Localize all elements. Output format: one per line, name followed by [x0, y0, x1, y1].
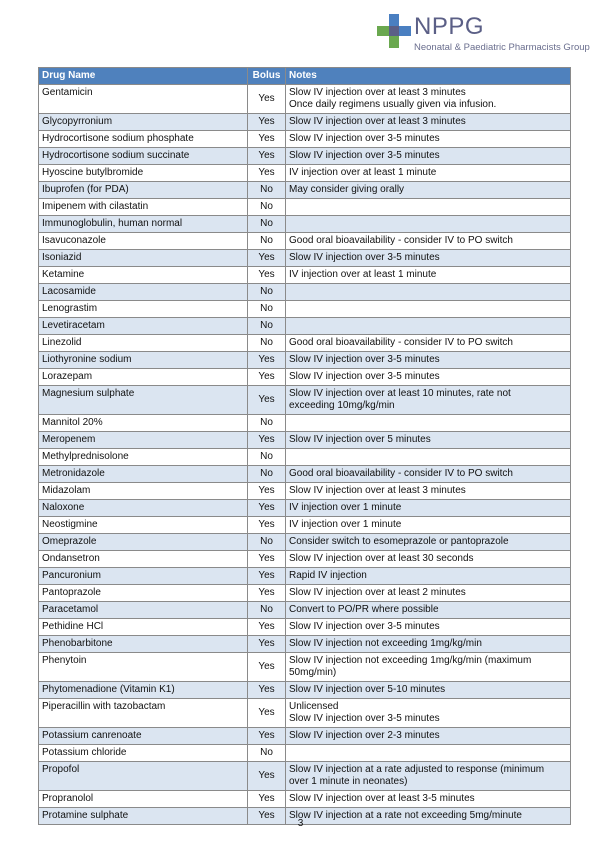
drug-name-cell: Metronidazole: [39, 466, 248, 483]
table-row: [39, 791, 571, 808]
notes-cell: [286, 517, 571, 534]
notes-cell: [286, 602, 571, 619]
table-row: [39, 682, 571, 699]
notes-cell: [286, 131, 571, 148]
table-row: [39, 699, 571, 728]
table-row: [39, 551, 571, 568]
drug-name-cell: Methylprednisolone: [39, 449, 248, 466]
table-row: [39, 415, 571, 432]
drug-name-cell: Ibuprofen (for PDA): [39, 182, 248, 199]
drug-name-cell: Protamine sulphate: [39, 808, 248, 825]
logo-name: NPPG: [414, 13, 485, 40]
drug-name-cell: Midazolam: [39, 483, 248, 500]
notes-cell: [286, 335, 571, 352]
drug-name-cell: Naloxone: [39, 500, 248, 517]
bolus-cell: Yes: [248, 728, 286, 745]
table-row: [39, 284, 571, 301]
drug-name-cell: Phenytoin: [39, 653, 248, 682]
note-line: over 1 minute in neonates): [289, 776, 408, 787]
note-line: Once daily regimens usually given via infusion.: [289, 99, 497, 110]
notes-cell: [286, 284, 571, 301]
notes-cell: [286, 653, 571, 682]
note-line: Good oral bioavailability - consider IV to PO switch: [289, 468, 513, 479]
table-row: [39, 216, 571, 233]
notes-cell: [286, 466, 571, 483]
table-row: [39, 165, 571, 182]
drug-name-cell: Imipenem with cilastatin: [39, 199, 248, 216]
bolus-cell: No: [248, 199, 286, 216]
bolus-cell: Yes: [248, 699, 286, 728]
bolus-cell: Yes: [248, 551, 286, 568]
table-row: [39, 762, 571, 791]
table-row: [39, 619, 571, 636]
note-line: IV injection over 1 minute: [289, 502, 402, 513]
bolus-cell: No: [248, 182, 286, 199]
drug-name-cell: Meropenem: [39, 432, 248, 449]
drug-name-cell: Liothyronine sodium: [39, 352, 248, 369]
notes-cell: [286, 791, 571, 808]
table-row: [39, 369, 571, 386]
drug-name-cell: Potassium canrenoate: [39, 728, 248, 745]
drug-name-cell: Pethidine HCl: [39, 619, 248, 636]
table-row: [39, 585, 571, 602]
note-line: Slow IV injection at a rate adjusted to response (minimum: [289, 764, 545, 775]
note-line: Convert to PO/PR where possible: [289, 604, 439, 615]
table-row: [39, 352, 571, 369]
drug-name-cell: Pantoprazole: [39, 585, 248, 602]
note-line: Rapid IV injection: [289, 570, 367, 581]
bolus-cell: No: [248, 449, 286, 466]
drug-name-cell: Pancuronium: [39, 568, 248, 585]
table-row: [39, 500, 571, 517]
nppg-cross-icon: [377, 14, 411, 50]
notes-cell: [286, 745, 571, 762]
notes-cell: [286, 369, 571, 386]
header-notes: Notes: [286, 68, 571, 85]
table-row: [39, 432, 571, 449]
bolus-cell: No: [248, 335, 286, 352]
drug-name-cell: Mannitol 20%: [39, 415, 248, 432]
drug-name-cell: Paracetamol: [39, 602, 248, 619]
logo-subtitle: Neonatal & Paediatric Pharmacists Group: [414, 42, 590, 53]
table-row: [39, 517, 571, 534]
note-line: Slow IV injection over 3-5 minutes: [289, 621, 440, 632]
table-body: [39, 85, 571, 825]
bolus-cell: Yes: [248, 352, 286, 369]
notes-cell: [286, 165, 571, 182]
bolus-cell: Yes: [248, 653, 286, 682]
table-row: [39, 745, 571, 762]
note-line: Slow IV injection over at least 3-5 minutes: [289, 793, 475, 804]
table-row: [39, 728, 571, 745]
bolus-cell: No: [248, 415, 286, 432]
table-row: [39, 318, 571, 335]
note-line: Slow IV injection at a rate not exceeding 5mg/minute: [289, 810, 522, 821]
notes-cell: [286, 386, 571, 415]
bolus-cell: Yes: [248, 808, 286, 825]
bolus-cell: Yes: [248, 250, 286, 267]
drug-name-cell: Lenograstim: [39, 301, 248, 318]
table-row: [39, 602, 571, 619]
note-line: May consider giving orally: [289, 184, 405, 195]
bolus-cell: Yes: [248, 85, 286, 114]
bolus-cell: No: [248, 534, 286, 551]
note-line: Slow IV injection over 3-5 minutes: [289, 371, 440, 382]
notes-cell: [286, 85, 571, 114]
note-line: Slow IV injection over 2-3 minutes: [289, 730, 440, 741]
bolus-cell: No: [248, 318, 286, 335]
note-line: Slow IV injection not exceeding 1mg/kg/min: [289, 638, 482, 649]
notes-cell: [286, 585, 571, 602]
bolus-cell: No: [248, 284, 286, 301]
bolus-cell: No: [248, 466, 286, 483]
notes-cell: [286, 500, 571, 517]
table-row: [39, 466, 571, 483]
bolus-cell: Yes: [248, 369, 286, 386]
notes-cell: [286, 216, 571, 233]
bolus-cell: Yes: [248, 500, 286, 517]
bolus-cell: Yes: [248, 682, 286, 699]
table-row: [39, 85, 571, 114]
table-row: [39, 199, 571, 216]
drug-name-cell: Gentamicin: [39, 85, 248, 114]
note-line: Slow IV injection over 5-10 minutes: [289, 684, 446, 695]
note-line: IV injection over 1 minute: [289, 519, 402, 530]
bolus-cell: Yes: [248, 619, 286, 636]
notes-cell: [286, 534, 571, 551]
drug-name-cell: Linezolid: [39, 335, 248, 352]
drug-name-cell: Immunoglobulin, human normal: [39, 216, 248, 233]
note-line: Slow IV injection over 3-5 minutes: [289, 252, 440, 263]
drug-name-cell: Neostigmine: [39, 517, 248, 534]
note-line: Slow IV injection over at least 3 minutes: [289, 87, 466, 98]
drug-name-cell: Levetiracetam: [39, 318, 248, 335]
table-row: [39, 148, 571, 165]
note-line: Slow IV injection not exceeding 1mg/kg/min (maximum: [289, 655, 532, 666]
notes-cell: [286, 432, 571, 449]
note-line: Slow IV injection over at least 2 minutes: [289, 587, 466, 598]
header-bolus: Bolus: [248, 68, 286, 85]
drug-name-cell: Propranolol: [39, 791, 248, 808]
table-row: [39, 114, 571, 131]
drug-table: [38, 67, 571, 825]
notes-cell: [286, 148, 571, 165]
note-line: Good oral bioavailability - consider IV to PO switch: [289, 337, 513, 348]
note-line: Slow IV injection over at least 30 seconds: [289, 553, 474, 564]
table-row: [39, 301, 571, 318]
notes-cell: [286, 762, 571, 791]
nppg-logo: [377, 11, 590, 59]
bolus-cell: Yes: [248, 483, 286, 500]
page-number: 3: [297, 818, 304, 829]
table-row: [39, 267, 571, 284]
bolus-cell: Yes: [248, 791, 286, 808]
notes-cell: [286, 682, 571, 699]
bolus-cell: No: [248, 602, 286, 619]
table-row: [39, 534, 571, 551]
notes-cell: [286, 250, 571, 267]
notes-cell: [286, 199, 571, 216]
bolus-cell: Yes: [248, 636, 286, 653]
note-line: Slow IV injection over 5 minutes: [289, 434, 431, 445]
table-row: [39, 386, 571, 415]
bolus-cell: Yes: [248, 148, 286, 165]
notes-cell: [286, 568, 571, 585]
notes-cell: [286, 636, 571, 653]
table-row: [39, 636, 571, 653]
note-line: Slow IV injection over 3-5 minutes: [289, 354, 440, 365]
note-line: Consider switch to esomeprazole or pantoprazole: [289, 536, 509, 547]
note-line: 50mg/min): [289, 667, 337, 678]
drug-name-cell: Potassium chloride: [39, 745, 248, 762]
bolus-cell: Yes: [248, 568, 286, 585]
drug-name-cell: Lacosamide: [39, 284, 248, 301]
notes-cell: [286, 699, 571, 728]
table-row: [39, 233, 571, 250]
bolus-cell: Yes: [248, 517, 286, 534]
bolus-cell: Yes: [248, 165, 286, 182]
drug-name-cell: Magnesium sulphate: [39, 386, 248, 415]
drug-name-cell: Ketamine: [39, 267, 248, 284]
bolus-cell: Yes: [248, 585, 286, 602]
notes-cell: [286, 449, 571, 466]
table-row: [39, 182, 571, 199]
drug-name-cell: Ondansetron: [39, 551, 248, 568]
table-header-row: [39, 68, 571, 85]
note-line: Slow IV injection over 3-5 minutes: [289, 133, 440, 144]
drug-name-cell: Hydrocortisone sodium succinate: [39, 148, 248, 165]
drug-name-cell: Piperacillin with tazobactam: [39, 699, 248, 728]
notes-cell: [286, 301, 571, 318]
bolus-cell: No: [248, 216, 286, 233]
drug-name-cell: Lorazepam: [39, 369, 248, 386]
drug-name-cell: Hyoscine butylbromide: [39, 165, 248, 182]
notes-cell: [286, 182, 571, 199]
note-line: Slow IV injection over at least 3 minutes: [289, 485, 466, 496]
note-line: IV injection over at least 1 minute: [289, 269, 437, 280]
notes-cell: [286, 318, 571, 335]
notes-cell: [286, 114, 571, 131]
note-line: Good oral bioavailability - consider IV to PO switch: [289, 235, 513, 246]
header-drug-name: Drug Name: [39, 68, 248, 85]
drug-name-cell: Isavuconazole: [39, 233, 248, 250]
note-line: Slow IV injection over at least 3 minutes: [289, 116, 466, 127]
note-line: exceeding 10mg/kg/min: [289, 400, 395, 411]
notes-cell: [286, 233, 571, 250]
note-line: Slow IV injection over 3-5 minutes: [289, 713, 440, 724]
notes-cell: [286, 415, 571, 432]
notes-cell: [286, 352, 571, 369]
table-row: [39, 568, 571, 585]
bolus-cell: No: [248, 301, 286, 318]
notes-cell: [286, 267, 571, 284]
table-row: [39, 653, 571, 682]
drug-name-cell: Omeprazole: [39, 534, 248, 551]
bolus-cell: Yes: [248, 267, 286, 284]
bolus-cell: No: [248, 745, 286, 762]
drug-name-cell: Phytomenadione (Vitamin K1): [39, 682, 248, 699]
drug-name-cell: Isoniazid: [39, 250, 248, 267]
bolus-cell: Yes: [248, 131, 286, 148]
notes-cell: [286, 619, 571, 636]
drug-name-cell: Propofol: [39, 762, 248, 791]
bolus-cell: No: [248, 233, 286, 250]
table-row: [39, 335, 571, 352]
table-row: [39, 250, 571, 267]
bolus-cell: Yes: [248, 432, 286, 449]
drug-name-cell: Phenobarbitone: [39, 636, 248, 653]
note-line: Unlicensed: [289, 701, 339, 712]
note-line: IV injection over at least 1 minute: [289, 167, 437, 178]
notes-cell: [286, 483, 571, 500]
note-line: Slow IV injection over at least 10 minutes, rate not: [289, 388, 511, 399]
bolus-cell: Yes: [248, 114, 286, 131]
table-row: [39, 483, 571, 500]
note-line: Slow IV injection over 3-5 minutes: [289, 150, 440, 161]
notes-cell: [286, 551, 571, 568]
notes-cell: [286, 728, 571, 745]
table-row: [39, 131, 571, 148]
drug-name-cell: Glycopyrronium: [39, 114, 248, 131]
drug-name-cell: Hydrocortisone sodium phosphate: [39, 131, 248, 148]
bolus-cell: Yes: [248, 386, 286, 415]
bolus-cell: Yes: [248, 762, 286, 791]
table-row: [39, 449, 571, 466]
